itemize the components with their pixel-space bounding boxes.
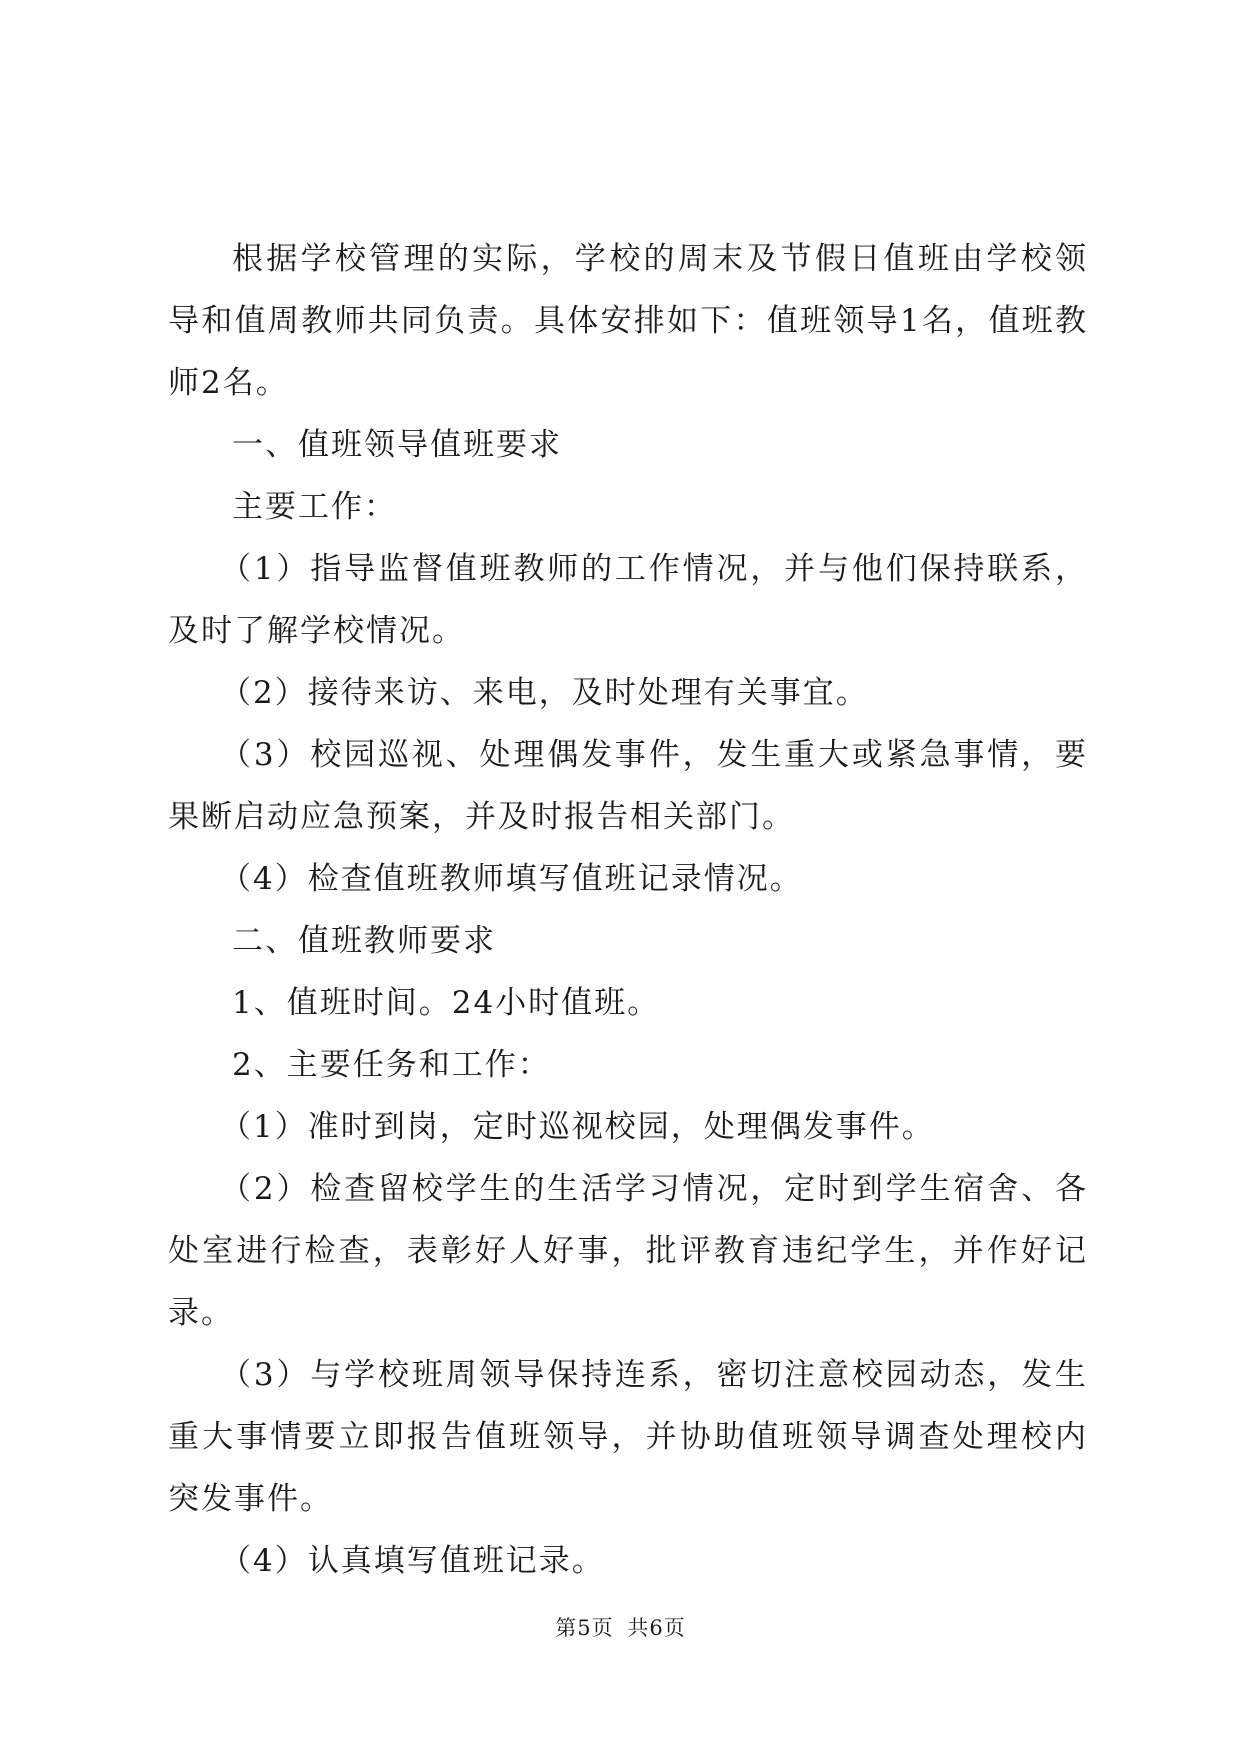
list-item: （4）认真填写值班记录。 — [220, 1543, 605, 1579]
numbered-point: 2、主要任务和工作： — [232, 1047, 551, 1083]
list-item: （2）接待来访、来电，及时处理有关事宜。 — [220, 675, 869, 711]
page-total: 共6页 — [627, 1616, 686, 1640]
list-item: （2）检查留校学生的生活学习情况，定时到学生宿舍、各处室进行检查，表彰好人好事，批评教育违纪学生，并作好记录。 — [168, 1171, 1088, 1331]
section-heading: 二、值班教师要求 — [232, 923, 496, 959]
list-item: （3）与学校班周领导保持连系，密切注意校园动态，发生重大事情要立即报告值班领导，并协助值班领导调查处理校内突发事件。 — [168, 1357, 1088, 1517]
list-item: （4）检查值班教师填写值班记录情况。 — [220, 861, 803, 897]
section-heading: 一、值班领导值班要求 — [232, 427, 562, 463]
numbered-point: 1、值班时间。24小时值班。 — [232, 985, 661, 1021]
list-item: （1）指导监督值班教师的工作情况，并与他们保持联系，及时了解学校情况。 — [168, 551, 1088, 649]
subsection-label: 主要工作： — [232, 489, 397, 525]
page-number: 第5页 — [555, 1616, 614, 1640]
page-footer — [0, 1612, 1241, 1642]
document-body — [168, 228, 1088, 1592]
intro-paragraph: 根据学校管理的实际，学校的周末及节假日值班由学校领导和值周教师共同负责。具体安排如下：值班领导1名，值班教师2名。 — [168, 241, 1088, 401]
list-item: （1）准时到岗，定时巡视校园，处理偶发事件。 — [220, 1109, 935, 1145]
list-item: （3）校园巡视、处理偶发事件，发生重大或紧急事情，要果断启动应急预案，并及时报告相关部门。 — [168, 737, 1088, 835]
